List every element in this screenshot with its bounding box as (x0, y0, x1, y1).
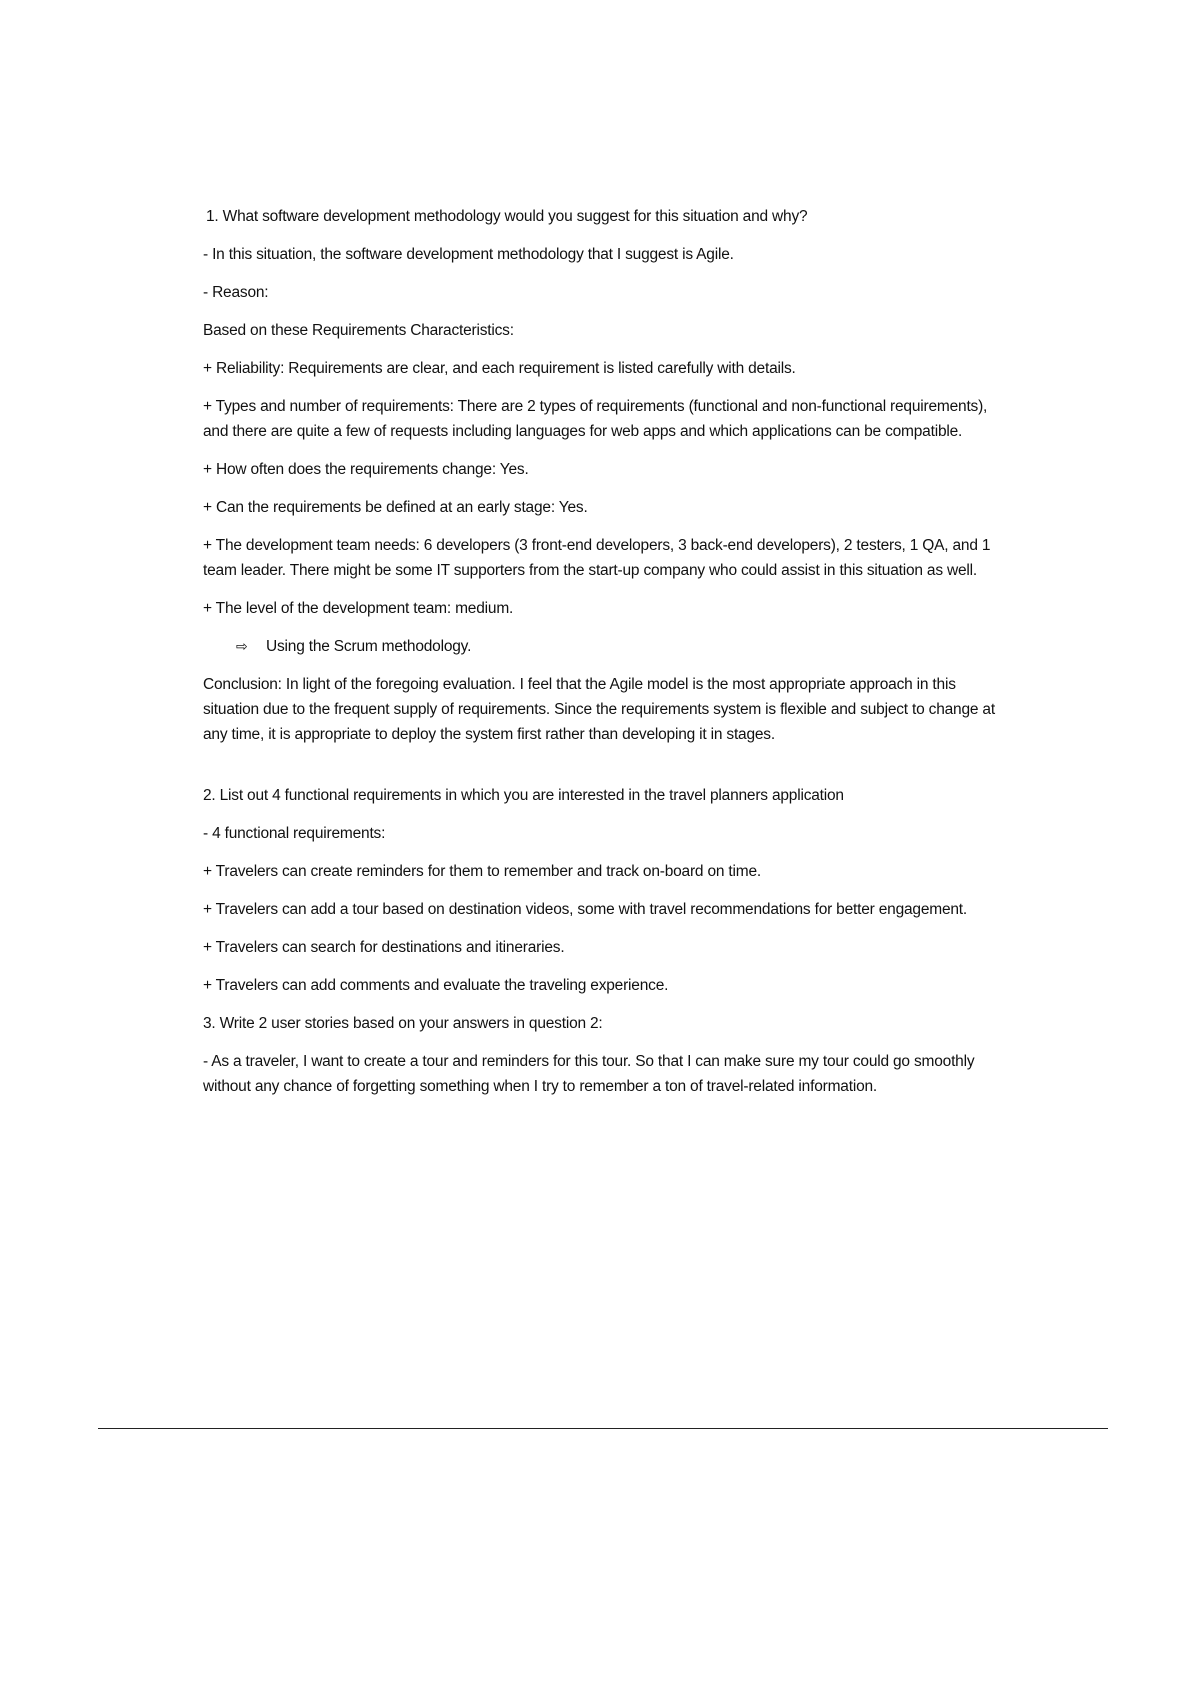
footer-divider (98, 1428, 1108, 1429)
user-story-1: - As a traveler, I want to create a tour and reminders for this tour. So that I can make sure my tour could go smoothly without any chance of forgetting something when I try to remember a ton of travel-related information. (203, 1053, 975, 1095)
question-1: 1. What software development methodology would you suggest for this situation and why? (206, 208, 808, 225)
functional-requirement-3: + Travelers can search for destinations and itineraries. (203, 939, 565, 956)
types-item: + Types and number of requirements: There are 2 types of requirements (functional and non-functional requirements), and there are quite a few of requests including languages for web apps and which applications can be compatible. (203, 398, 988, 440)
functional-requirements-label: - 4 functional requirements: (203, 825, 386, 842)
scrum-bullet (236, 634, 1003, 659)
question-3: 3. Write 2 user stories based on your answers in question 2: (203, 1015, 603, 1032)
arrow-right-outline-icon: ⇨ (236, 638, 248, 654)
based-on-text: Based on these Requirements Characteristics: (203, 322, 514, 339)
scrum-text: Using the Scrum methodology. (266, 638, 472, 655)
reason-label: - Reason: (203, 284, 269, 301)
team-needs-item: + The development team needs: 6 developers (3 front-end developers, 3 back-end developers), 2 testers, 1 QA, and 1 team leader. There might be some IT supporters from the start-up company who could assist in this situation as well. (203, 537, 991, 579)
how-often-item: + How often does the requirements change: Yes. (203, 461, 529, 478)
document-body (203, 204, 1003, 1112)
answer-intro: - In this situation, the software development methodology that I suggest is Agile. (203, 246, 734, 263)
early-stage-item: + Can the requirements be defined at an early stage: Yes. (203, 499, 588, 516)
functional-requirement-4: + Travelers can add comments and evaluate the traveling experience. (203, 977, 669, 994)
reliability-item: + Reliability: Requirements are clear, and each requirement is listed carefully with details. (203, 360, 796, 377)
functional-requirement-1: + Travelers can create reminders for them to remember and track on-board on time. (203, 863, 761, 880)
functional-requirement-2: + Travelers can add a tour based on destination videos, some with travel recommendations for better engagement. (203, 901, 968, 918)
conclusion-paragraph: Conclusion: In light of the foregoing evaluation. I feel that the Agile model is the most appropriate approach in this situation due to the frequent supply of requirements. Since the requirements system is flexible and subject to change at any time, it is appropriate to deploy the system first rather than developing it in stages. (203, 676, 995, 743)
question-2: 2. List out 4 functional requirements in which you are interested in the travel planners application (203, 787, 844, 804)
team-level-item: + The level of the development team: medium. (203, 600, 514, 617)
